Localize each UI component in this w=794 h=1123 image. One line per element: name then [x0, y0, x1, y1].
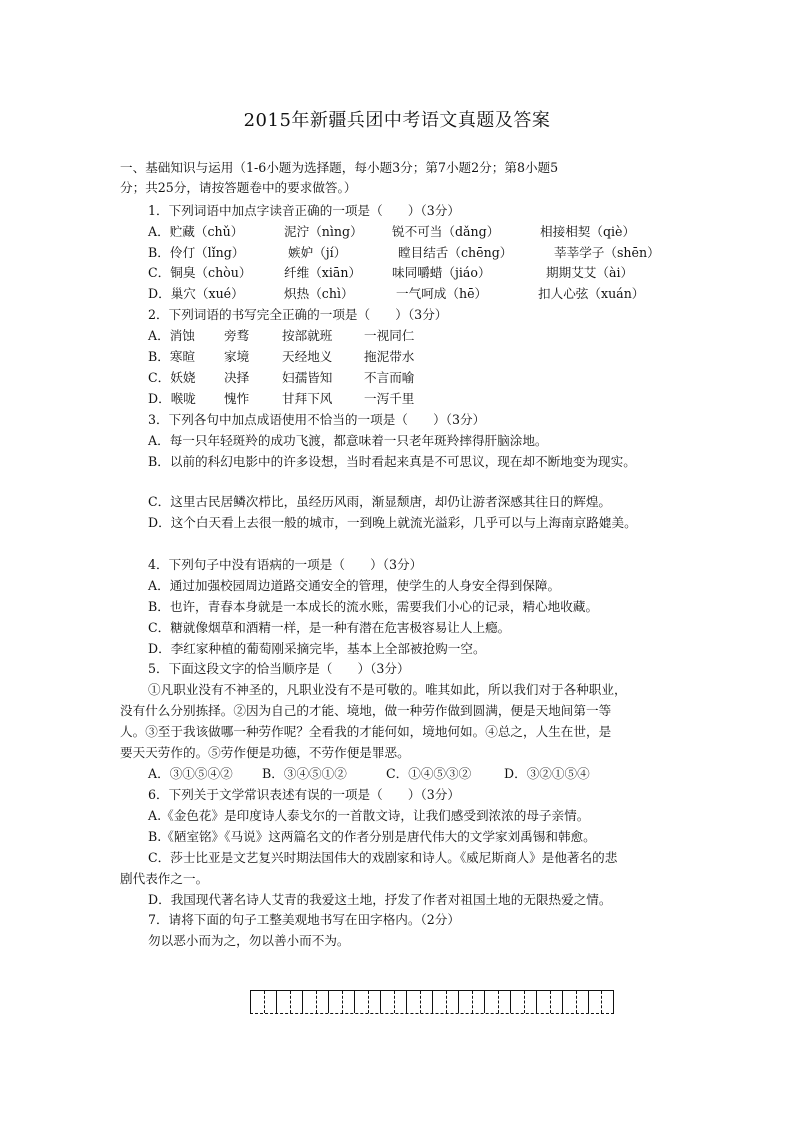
grid-cell[interactable]: [250, 991, 276, 1013]
q1-option-b2: 嫉妒（jí）: [288, 245, 347, 260]
q3-option-d: D．这个白天看上去很一般的城市，一到晚上就流光溢彩，几乎可以与上海南京路媲美。: [148, 515, 637, 530]
grid-cell[interactable]: [354, 991, 380, 1013]
q5-passage-line1: ①凡职业没有不神圣的，凡职业没有不是可敬的。唯其如此，所以我们对于各种职业，: [148, 682, 627, 697]
grid-cell[interactable]: [380, 991, 406, 1013]
q2-option-c1: C．妖娆: [148, 370, 196, 385]
q1-option-b4: 莘莘学子（shēn）: [554, 245, 660, 260]
q1-option-c3: 味同嚼蜡（jiáo）: [392, 265, 491, 280]
q2-option-d3: 甘拜下风: [282, 391, 333, 406]
q2-option-a2: 旁骛: [224, 328, 250, 343]
q2-option-a1: A．消蚀: [148, 328, 195, 343]
q5-passage-line2: 没有什么分别拣择。②因为自己的才能、境地，做一种劳作做到圆满，便是天地间第一等: [120, 703, 612, 718]
grid-cell[interactable]: [432, 991, 458, 1013]
page-title: 2015年新疆兵团中考语文真题及答案: [243, 110, 551, 131]
q1-option-c1: C．铜臭（chòu）: [148, 265, 252, 280]
grid-cell[interactable]: [588, 991, 614, 1013]
section-header-line2: 分；共25分，请按答题卷中的要求做答。）: [120, 180, 357, 195]
q5-passage-line4: 要天天劳作的。⑤劳作便是功德，不劳作便是罪恶。: [120, 745, 410, 760]
grid-cell[interactable]: [510, 991, 536, 1013]
q6-option-b: B.《陋室铭》《马说》这两篇名文的作者分别是唐代伟大的文学家刘禹锡和韩愈。: [148, 829, 596, 844]
q1-option-d2: 炽热（chì）: [284, 286, 354, 301]
grid-cell[interactable]: [302, 991, 328, 1013]
q4-option-c: C．糖就像烟草和酒精一样，是一种有潜在危害极容易让人上瘾。: [148, 620, 511, 635]
q5-option-b: B．③④⑤①②: [262, 766, 347, 781]
q6-option-a: A.《金色花》是印度诗人泰戈尔的一首散文诗，让我们感受到浓浓的母子亲情。: [148, 808, 590, 823]
q3-option-a: A．每一只年轻斑羚的成功飞渡，都意味着一只老年斑羚摔得肝脑涂地。: [148, 433, 548, 448]
q3-option-b: B．以前的科幻电影中的许多设想，当时看起来真是不可思议，现在却不断地变为现实。: [148, 454, 636, 469]
q4-option-d: D．李红家种植的葡萄刚采摘完毕，基本上全部被抢购一空。: [148, 641, 486, 656]
q6-stem: 6．下列关于文学常识表述有误的一项是（ ）（3分）: [148, 787, 460, 802]
q6-option-c-line1: C．莎士比亚是文艺复兴时期法国伟大的戏剧家和诗人。《威尼斯商人》是他著名的悲: [148, 850, 618, 865]
q6-option-c-line2: 剧代表作之一。: [120, 871, 209, 886]
q1-option-c4: 期期艾艾（ài）: [546, 265, 634, 280]
q2-option-c3: 妇孺皆知: [282, 370, 333, 385]
grid-cell[interactable]: [406, 991, 432, 1013]
q4-option-a: A．通过加强校园周边道路交通安全的管理，使学生的人身安全得到保障。: [148, 578, 561, 593]
grid-cell[interactable]: [562, 991, 588, 1013]
q5-option-a: A．③①⑤④②: [148, 766, 233, 781]
q2-option-d2: 愧怍: [224, 391, 250, 406]
q3-stem: 3．下列各句中加点成语使用不恰当的一项是（ ）（3分）: [148, 412, 486, 427]
q2-option-b1: B．寒暄: [148, 349, 196, 364]
q2-option-b3: 天经地义: [282, 349, 333, 364]
q1-option-c2: 纤维（xiān）: [284, 265, 362, 280]
q5-passage-line3: 人。③至于我该做哪一种劳作呢？全看我的才能何如，境地何如。④总之，人生在世，是: [120, 724, 612, 739]
q1-option-b1: B．伶仃（lǐng）: [148, 245, 245, 260]
q7-sentence: 勿以恶小而为之，勿以善小而不为。: [148, 933, 350, 948]
q2-option-b2: 家境: [224, 349, 250, 364]
q4-option-b: B．也许，青春本身就是一本成长的流水账，需要我们小心的记录，精心地收藏。: [148, 599, 599, 614]
grid-cell[interactable]: [458, 991, 484, 1013]
q1-stem: 1．下列词语中加点字读音正确的一项是（ ）（3分）: [148, 203, 460, 218]
section-header-line1: 一、基础知识与运用（1-6小题为选择题，每小题3分；第7小题2分；第8小题5: [120, 160, 559, 175]
q2-option-d4: 一泻千里: [364, 391, 415, 406]
q6-option-d: D．我国现代著名诗人艾青的我爱这土地，抒发了作者对祖国土地的无限热爱之情。: [148, 892, 612, 907]
q2-option-b4: 拖泥带水: [364, 349, 415, 364]
q2-option-c4: 不言而喻: [364, 370, 415, 385]
q2-option-d1: D．喉咙: [148, 391, 196, 406]
q7-stem: 7．请将下面的句子工整美观地书写在田字格内。（2分）: [148, 912, 460, 927]
q5-option-d: D．③②①⑤④: [504, 766, 590, 781]
grid-cell[interactable]: [328, 991, 354, 1013]
q5-option-c: C．①④⑤③②: [386, 766, 472, 781]
grid-cell[interactable]: [276, 991, 302, 1013]
q1-option-a3: 锐不可当（dǎng）: [392, 224, 500, 239]
q1-option-d4: 扣人心弦（xuán）: [538, 286, 645, 301]
q2-stem: 2．下列词语的书写完全正确的一项是（ ）（3分）: [148, 307, 448, 322]
q4-stem: 4．下列句子中没有语病的一项是（ ）（3分）: [148, 557, 423, 572]
q5-stem: 5．下面这段文字的恰当顺序是（ ）（3分）: [148, 661, 410, 676]
grid-cell[interactable]: [484, 991, 510, 1013]
tianzige-grid[interactable]: [250, 990, 614, 1014]
q1-option-a2: 泥泞（nìng）: [284, 224, 363, 239]
q2-option-a4: 一视同仁: [364, 328, 415, 343]
q1-option-d1: D．巢穴（xué）: [148, 286, 244, 301]
q1-option-a4: 相接相契（qiè）: [540, 224, 636, 239]
q1-option-b3: 瞠目结舌（chēng）: [398, 245, 513, 260]
q1-option-d3: 一气呵成（hē）: [396, 286, 488, 301]
q1-option-a1: A．贮藏（chǔ）: [148, 224, 244, 239]
q2-option-c2: 决择: [224, 370, 250, 385]
grid-cell[interactable]: [536, 991, 562, 1013]
q2-option-a3: 按部就班: [282, 328, 333, 343]
q3-option-c: C．这里古民居鳞次栉比，虽经历风雨，渐显颓唐，却仍让游者深感其往日的辉煌。: [148, 494, 612, 509]
